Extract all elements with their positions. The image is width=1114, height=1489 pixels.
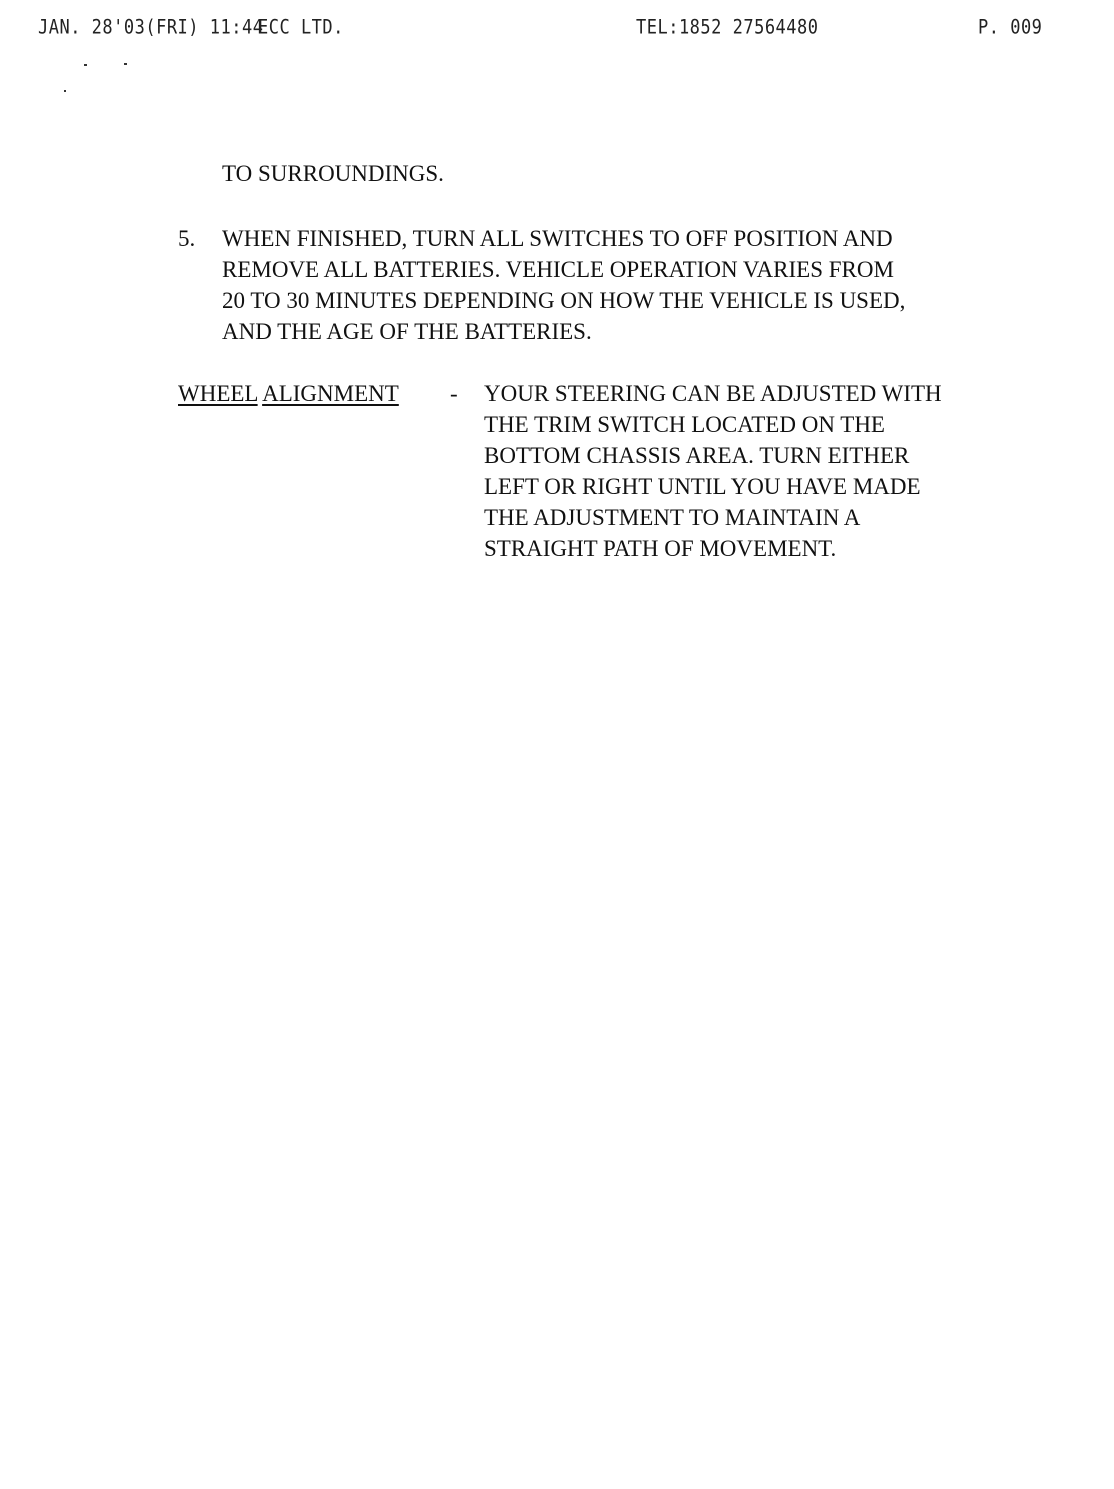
scan-speck: [84, 64, 87, 66]
section-line: YOUR STEERING CAN BE ADJUSTED WITH: [484, 381, 942, 406]
section-line: STRAIGHT PATH OF MOVEMENT.: [484, 536, 837, 561]
fax-page-number: P. 009: [978, 16, 1043, 39]
scan-speck: [64, 90, 66, 92]
fax-date: JAN. 28'03(FRI) 11:44: [38, 16, 264, 39]
section-heading-word: ALIGNMENT: [262, 381, 399, 406]
section-heading-word: WHEEL: [178, 381, 258, 406]
step-line: 20 TO 30 MINUTES DEPENDING ON HOW THE VEHICLE IS USED,: [222, 288, 906, 313]
step-line: WHEN FINISHED, TURN ALL SWITCHES TO OFF POSITION AND: [222, 226, 893, 251]
step-line: AND THE AGE OF THE BATTERIES.: [222, 319, 592, 344]
fax-header: [0, 16, 1114, 46]
section-line: THE TRIM SWITCH LOCATED ON THE: [484, 412, 885, 437]
section-heading: [178, 378, 399, 409]
section-line: LEFT OR RIGHT UNTIL YOU HAVE MADE: [484, 474, 921, 499]
step-number: 5.: [178, 226, 196, 251]
section-separator: -: [450, 381, 458, 406]
fax-telephone: TEL:1852 27564480: [636, 16, 819, 39]
section-line: BOTTOM CHASSIS AREA. TURN EITHER: [484, 443, 910, 468]
step-line: REMOVE ALL BATTERIES. VEHICLE OPERATION VARIES FROM: [222, 257, 894, 282]
section-text: [484, 378, 942, 564]
section-line: THE ADJUSTMENT TO MAINTAIN A: [484, 505, 861, 530]
step-text: [222, 223, 1042, 347]
scan-speck: [124, 63, 127, 65]
continuation-text: TO SURROUNDINGS.: [222, 161, 444, 186]
fax-sender: ECC LTD.: [258, 16, 344, 39]
